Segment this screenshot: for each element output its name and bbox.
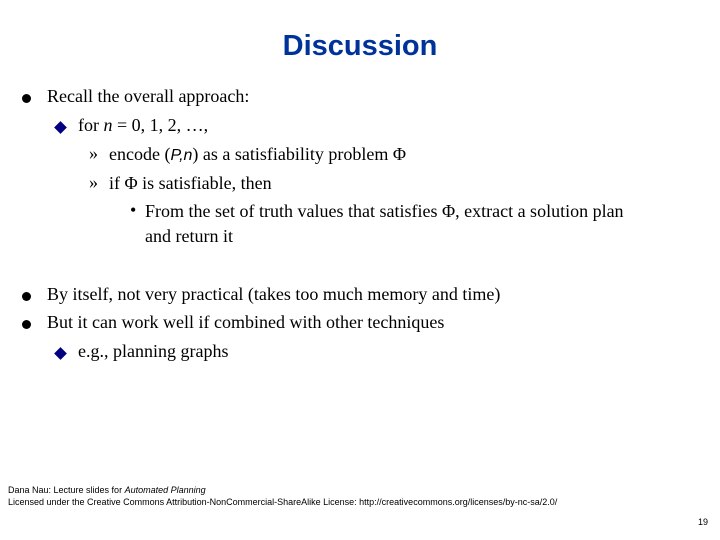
footer-license: Licensed under the Creative Commons Attribution-NonCommercial-ShareAlike License: http://creativecommons.org/licenses/by-nc-sa/2.0/ — [8, 497, 558, 507]
bullet-recall: Recall the overall approach: — [47, 86, 250, 106]
diamond-bullet-icon — [54, 121, 67, 134]
encode-text: encode ( — [109, 144, 171, 164]
bullet-dot-icon — [22, 94, 31, 103]
footer — [8, 484, 557, 508]
bullet-if-satisfiable: if Φ is satisfiable, then — [109, 173, 272, 193]
raquo-bullet-icon: » — [89, 172, 98, 192]
var-pn: P,n — [170, 147, 193, 164]
bullet-for-n — [78, 114, 208, 136]
footer-line1 — [8, 484, 557, 496]
bullet-dot-icon — [22, 292, 31, 301]
bullet-extract-l1: From the set of truth values that satisfies Φ, extract a solution plan — [145, 201, 624, 221]
diamond-bullet-icon — [54, 347, 67, 360]
raquo-bullet-icon: » — [89, 143, 98, 163]
small-dot-icon: • — [130, 200, 137, 220]
for-text: for — [78, 115, 104, 135]
encode-rest: ) as a satisfiability problem Φ — [192, 144, 407, 164]
bullet-combined: But it can work well if combined with other techniques — [47, 312, 445, 332]
slide-title: Discussion — [282, 30, 438, 62]
page-number: 19 — [697, 517, 708, 527]
bullet-dot-icon — [22, 320, 31, 329]
bullet-planning-graphs: e.g., planning graphs — [78, 341, 229, 361]
range-text: = 0, 1, 2, …, — [112, 115, 209, 135]
bullet-extract-l2: and return it — [145, 226, 233, 246]
var-n: n — [103, 115, 113, 135]
bullet-not-practical: By itself, not very practical (takes too much memory and time) — [47, 284, 501, 304]
footer-book-title: Automated Planning — [124, 485, 206, 495]
footer-author: Dana Nau: Lecture slides for — [8, 485, 125, 495]
bullet-encode — [109, 143, 406, 167]
